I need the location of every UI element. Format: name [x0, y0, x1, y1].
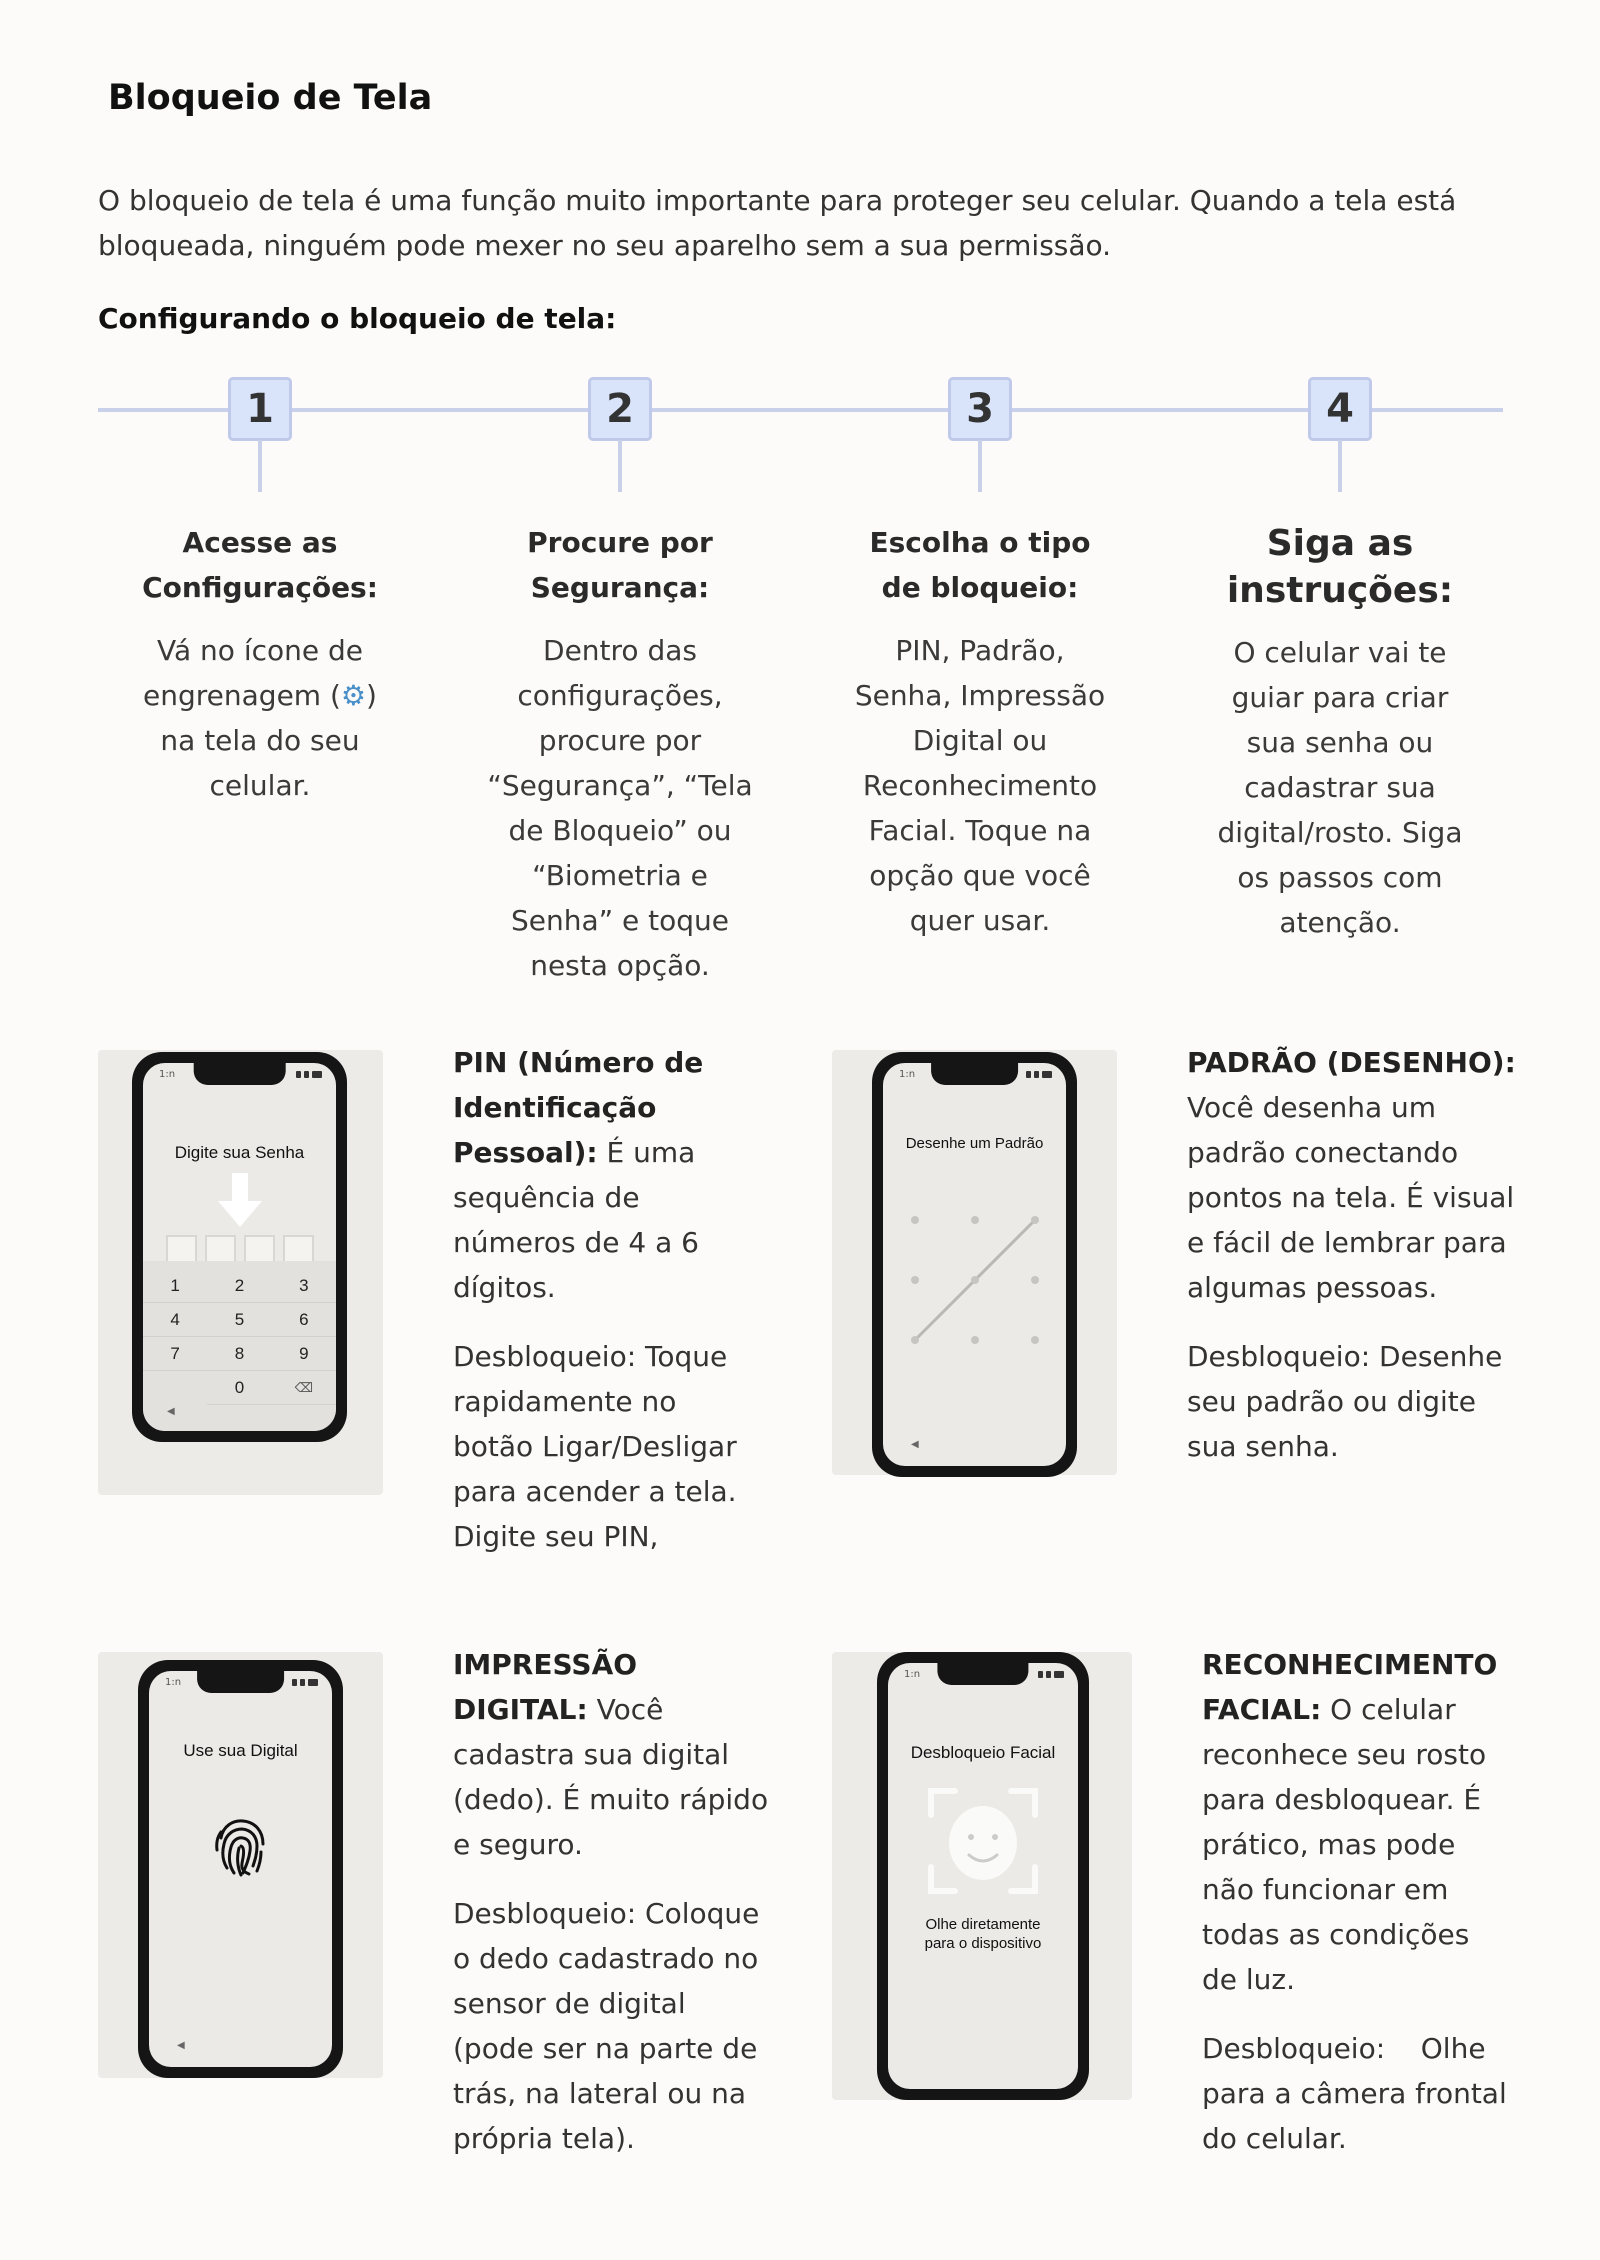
step-connector: [258, 440, 262, 492]
section-heading: PIN (Número de Identificação Pessoal):: [453, 1046, 704, 1169]
section-heading: PADRÃO (DESENHO):: [1187, 1046, 1516, 1079]
step-title: Escolha o tipo de bloqueio:: [869, 526, 1091, 604]
pattern-phone-image: [832, 1050, 1117, 1475]
key: 5: [207, 1303, 271, 1337]
phone-frame: [872, 1052, 1077, 1477]
face-section: [1202, 1642, 1516, 2161]
step-description: O celular vai te guiar para criar sua senha ou cadastrar sua digital/rosto. Siga os passos com atenção.: [1217, 636, 1463, 939]
back-icon: ◀: [911, 1439, 919, 1450]
section-body: É uma sequência de números de 4 a 6 dígitos.: [453, 1136, 699, 1304]
section-heading: RECONHECIMENTO FACIAL:: [1202, 1648, 1498, 1726]
screen-title: Desenhe um Padrão: [905, 1135, 1044, 1152]
phone-screen: [149, 1671, 332, 2067]
step-number: 1: [228, 377, 292, 441]
step-connector: [978, 440, 982, 492]
phone-screen: [888, 1663, 1078, 2089]
phone-frame: [877, 1652, 1089, 2100]
step-number: 4: [1308, 377, 1372, 441]
fingerprint-phone-image: [98, 1652, 383, 2078]
step-title: Siga as instruções:: [1226, 523, 1454, 611]
phone-frame: [138, 1660, 343, 2078]
section-body: O celular reconhece seu rosto para desbloquear. É prático, mas pode não funcionar em todas as condições de luz.: [1202, 1693, 1487, 1996]
phone-screen: [143, 1063, 336, 1431]
step-connector: [1338, 440, 1342, 492]
key: 8: [207, 1337, 271, 1371]
section-unlock: Desbloqueio: Desenhe seu padrão ou digite sua senha.: [1187, 1340, 1503, 1463]
timeline-line: [98, 408, 1503, 412]
key: [143, 1371, 207, 1405]
status-time: 1:n: [899, 1069, 916, 1080]
screen-caption: Olhe diretamente para o dispositivo: [924, 1916, 1042, 1952]
back-icon: ◀: [167, 1406, 175, 1417]
step-description: Dentro das configurações, procure por “Segurança”, “Tela de Bloqueio” ou “Biometria e Senha” e toque nesta opção.: [487, 634, 753, 982]
status-icons: [1038, 1671, 1064, 1679]
key: 6: [272, 1303, 336, 1337]
status-icons: [292, 1679, 318, 1687]
pattern-section: [1187, 1040, 1517, 1469]
section-unlock: Desbloqueio: Toque rapidamente no botão Ligar/Desligar para acender a tela. Digite seu PIN,: [453, 1340, 737, 1553]
pin-section: [453, 1040, 753, 1559]
status-icons: [1026, 1071, 1052, 1079]
key: 2: [207, 1269, 271, 1303]
key: 0: [207, 1371, 271, 1405]
back-icon: ◀: [177, 2040, 185, 2051]
face-phone-image: [832, 1652, 1132, 2100]
fingerprint-section: [453, 1642, 773, 2161]
steps-heading: Configurando o bloqueio de tela:: [98, 302, 617, 335]
step-connector: [618, 440, 622, 492]
key: 3: [272, 1269, 336, 1303]
gear-icon: ⚙: [340, 679, 367, 712]
pattern-grid: [903, 1208, 1047, 1352]
step-number: 2: [588, 377, 652, 441]
key: 1: [143, 1269, 207, 1303]
phone-screen: [883, 1063, 1066, 1466]
step-title: Procure por Segurança:: [527, 526, 713, 604]
screen-title: Use sua Digital: [183, 1741, 298, 1760]
fingerprint-icon: [213, 1816, 269, 1878]
status-icons: [296, 1071, 322, 1079]
key: 7: [143, 1337, 207, 1371]
step-description: Vá no ícone de engrenagem (⚙) na tela do seu celular.: [143, 634, 377, 802]
key: 4: [143, 1303, 207, 1337]
section-unlock: Desbloqueio: Coloque o dedo cadastrado no sensor de digital (pode ser na parte de trás, na lateral ou na própria tela).: [453, 1897, 760, 2155]
section-heading: IMPRESSÃO DIGITAL:: [453, 1648, 638, 1726]
key: 9: [272, 1337, 336, 1371]
step-title: Acesse as Configurações:: [142, 526, 378, 604]
section-body: Você cadastra sua digital (dedo). É muito rápido e seguro.: [453, 1693, 769, 1861]
step-description: PIN, Padrão, Senha, Impressão Digital ou Reconhecimento Facial. Toque na opção que você quer usar.: [854, 634, 1106, 937]
phone-frame: [132, 1052, 347, 1442]
pin-phone-image: [98, 1050, 383, 1495]
status-time: 1:n: [159, 1069, 176, 1080]
page-title: Bloqueio de Tela: [108, 78, 433, 118]
status-time: 1:n: [165, 1677, 182, 1688]
arrow-down-icon: [218, 1173, 262, 1227]
face-id-icon: [927, 1785, 1039, 1897]
intro-paragraph: O bloqueio de tela é uma função muito importante para proteger seu celular. Quando a tela está bloqueada, ninguém pode mexer no seu aparelho sem a sua permissão.: [98, 184, 1457, 262]
section-body: Você desenha um padrão conectando pontos na tela. É visual e fácil de lembrar para algumas pessoas.: [1187, 1091, 1515, 1304]
backspace-icon: ⌫: [272, 1371, 336, 1405]
section-unlock: Desbloqueio: Olhe para a câmera frontal do celular.: [1202, 2032, 1516, 2155]
screen-title: Desbloqueio Facial: [910, 1743, 1056, 1762]
status-time: 1:n: [904, 1669, 921, 1680]
step-number: 3: [948, 377, 1012, 441]
screen-title: Digite sua Senha: [174, 1143, 305, 1162]
